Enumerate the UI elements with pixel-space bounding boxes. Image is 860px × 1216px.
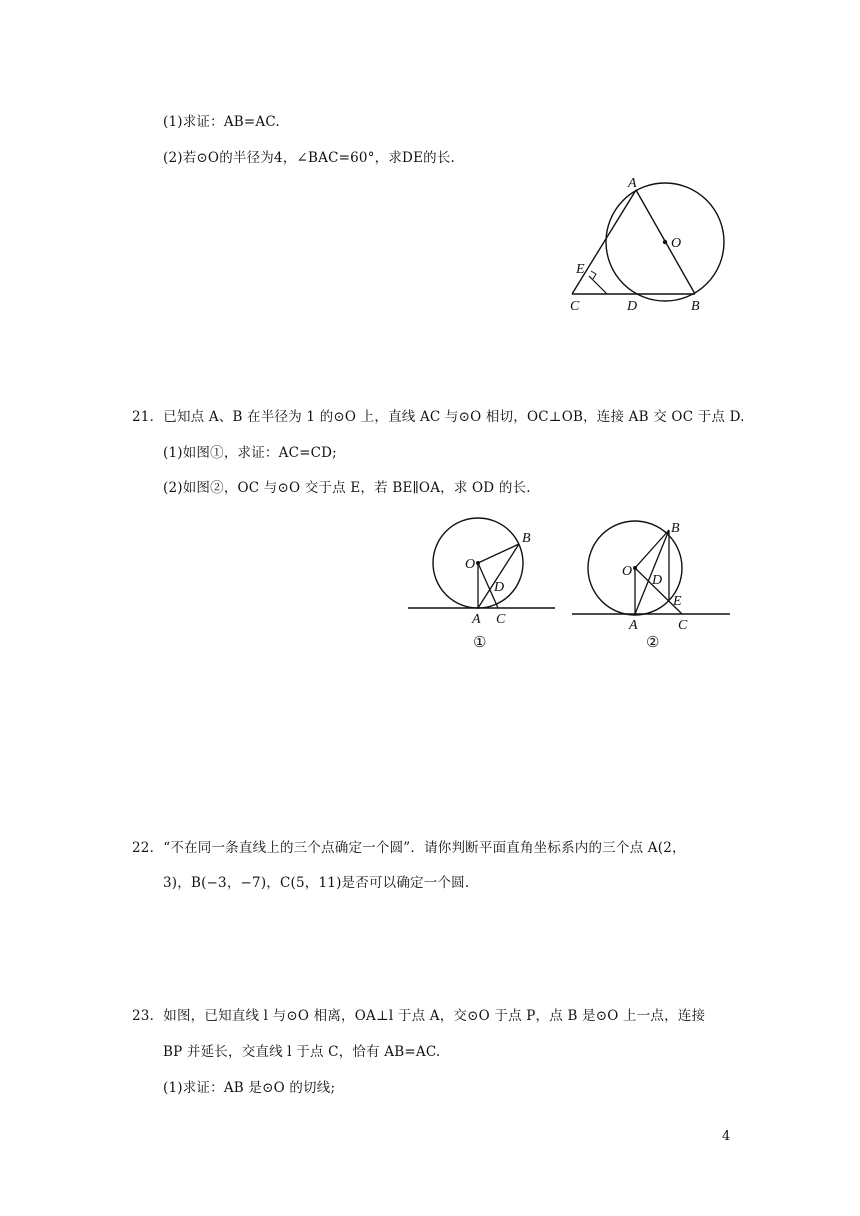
- label-c-2: C: [678, 618, 688, 633]
- label-b-1: B: [522, 531, 531, 546]
- segment-de: [589, 276, 607, 294]
- right-angle-mark: [591, 271, 596, 279]
- label-d-1: D: [494, 580, 505, 595]
- label-d-2: D: [652, 573, 663, 588]
- label-a: A: [628, 176, 637, 191]
- label-o-2: O: [622, 564, 633, 579]
- q21-stem: 21．已知点 A、B 在半径为 1 的⊙O 上，直线 AC 与⊙O 相切，OC⊥OB，连接 AB 交 OC 于点 D.: [132, 409, 745, 425]
- label-e: E: [576, 262, 585, 277]
- label-o: O: [671, 236, 682, 251]
- q20-part1: (1)求证：AB=AC.: [163, 114, 280, 130]
- q21-part2: (2)如图②，OC 与⊙O 交于点 E，若 BE∥OA，求 OD 的长.: [163, 480, 531, 496]
- label-c: C: [570, 299, 580, 314]
- q23-line1: 23．如图，已知直线 l 与⊙O 相离，OA⊥l 于点 A，交⊙O 于点 P，点 B 是⊙O 上一点，连接: [132, 1008, 706, 1024]
- center-dot-2: [633, 566, 637, 570]
- center-dot-1: [476, 561, 480, 565]
- label-b: B: [691, 299, 700, 314]
- page-number: 4: [722, 1129, 731, 1144]
- q22-line1: 22．“不在同一条直线上的三个点确定一个圆”．请你判断平面直角坐标系内的三个点 A(2，: [132, 840, 686, 856]
- figure-q21: [405, 517, 735, 652]
- segment-ob-2: [635, 530, 669, 568]
- caption-2: ②: [646, 635, 660, 651]
- q23-line2: BP 并延长，交直线 l 于点 C，恰有 AB=AC.: [163, 1044, 441, 1060]
- center-dot: [663, 240, 667, 244]
- q22-line2: 3)，B(−3，−7)，C(5，11)是否可以确定一个圆.: [163, 875, 470, 891]
- q23-part1: (1)求证：AB 是⊙O 的切线;: [163, 1080, 336, 1096]
- q20-part2: (2)若⊙O的半径为4，∠BAC=60°，求DE的长.: [163, 150, 456, 166]
- label-e-2: E: [673, 594, 682, 609]
- label-d: D: [627, 299, 638, 314]
- caption-1: ①: [473, 635, 487, 651]
- segment-ac: [572, 190, 636, 294]
- label-b-2: B: [671, 521, 680, 536]
- q21-part1: (1)如图①，求证：AC=CD;: [163, 445, 337, 461]
- segment-ab-2: [635, 530, 669, 614]
- label-a-1: A: [472, 612, 481, 627]
- label-o-1: O: [465, 557, 476, 572]
- label-a-2: A: [629, 618, 638, 633]
- label-c-1: C: [496, 612, 506, 627]
- figure-q20: [565, 172, 745, 317]
